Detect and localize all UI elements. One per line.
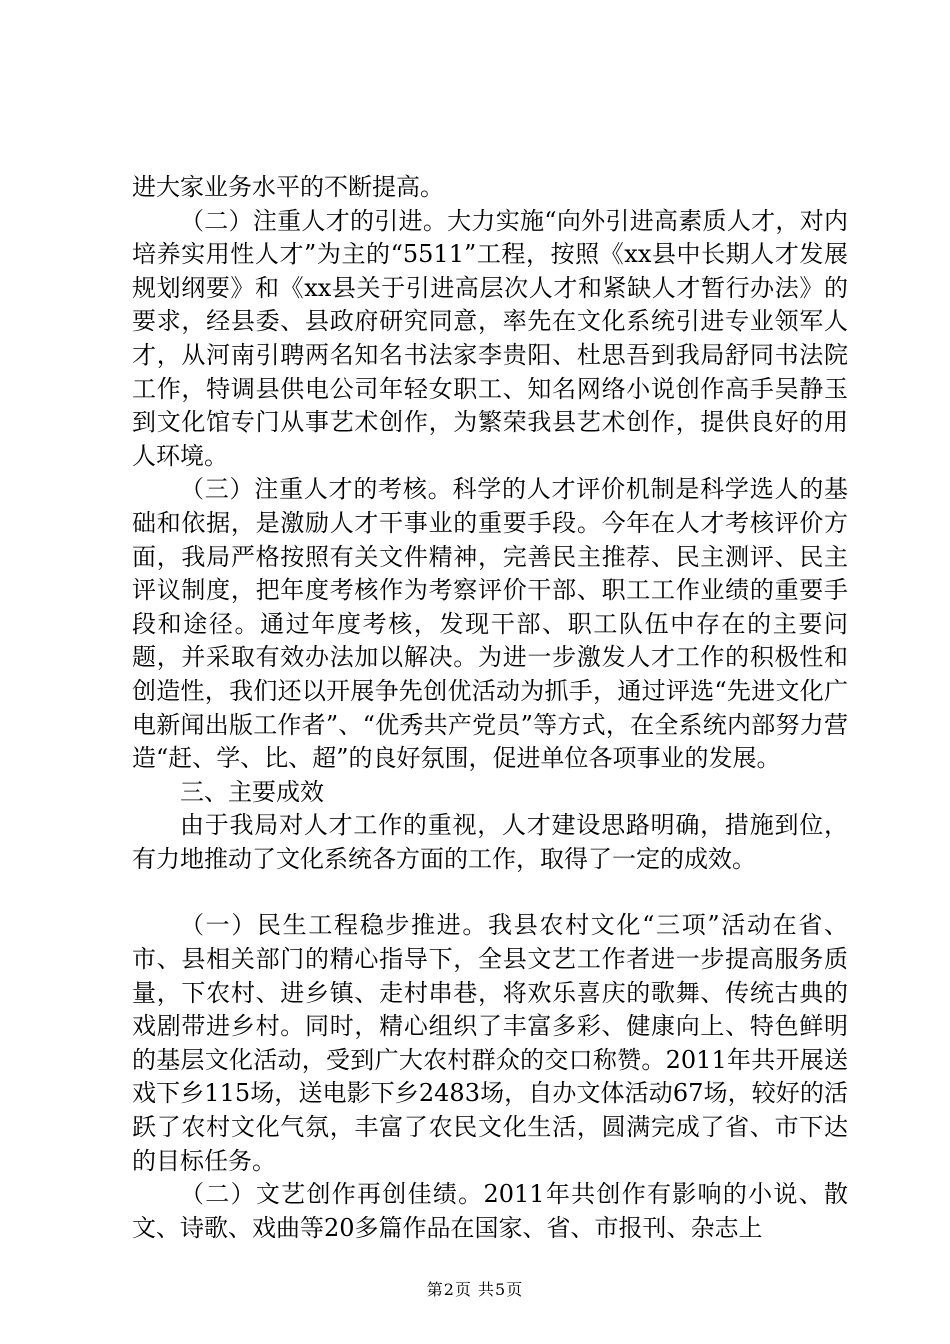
paragraph-talent-assessment: （三）注重人才的考核。科学的人才评价机制是科学选人的基础和依据，是激励人才干事业的重要手段。今年在人才考核评价方面，我局严格按照有关文件精神，完善民主推荐、民主测评、民主评议制度，把年度考核作为考察评价干部、职工工作业绩的重要手段和途径。通过年度考核，发现干部、职工队伍中存在的主要问题，并采取有效办法加以解决。为进一步激发人才工作的积极性和创造性，我们还以开展争先创优活动为抓手，通过评选“先进文化广电新闻出版工作者”、“优秀共产党员”等方式，在全系统内部努力营造“赶、学、比、超”的良好氛围，促进单位各项事业的发展。 bbox=[132, 475, 848, 773]
document-body bbox=[132, 171, 848, 1245]
section-heading-main-results: 三、主要成效 bbox=[180, 777, 324, 806]
paragraph-livelihood-projects: （一）民生工程稳步推进。我县农村文化“三项”活动在省、市、县相关部门的精心指导下，全县文艺工作者进一步提高服务质量，下农村、进乡镇、走村串巷，将欢乐喜庆的歌舞、传统古典的戏剧带进乡村。同时，精心组织了丰富多彩、健康向上、特色鲜明的基层文化活动，受到广大农村群众的交口称赞。2011年共开展送戏下乡115场，送电影下乡2483场，自办文体活动67场，较好的活跃了农村文化气氛，丰富了农民文化生活，圆满完成了省、市下达的目标任务。 bbox=[132, 911, 848, 1175]
paragraph-results-summary: 由于我局对人才工作的重视，人才建设思路明确，措施到位，有力地推动了文化系统各方面的工作，取得了一定的成效。 bbox=[132, 811, 848, 873]
page-number-footer: 第2页 共5页 bbox=[426, 1280, 524, 1299]
paragraph-art-creation: （二）文艺创作再创佳绩。2011年共创作有影响的小说、散文、诗歌、戏曲等20多篇作品在国家、省、市报刊、杂志上 bbox=[132, 1180, 848, 1242]
paragraph-talent-introduction: （二）注重人才的引进。大力实施“向外引进高素质人才，对内培养实用性人才”为主的“5511”工程，按照《xx县中长期人才发展规划纲要》和《xx县关于引进高层次人才和紧缺人才暂行办法》的要求，经县委、县政府研究同意，率先在文化系统引进专业领军人才，从河南引聘两名知名书法家李贵阳、杜思吾到我局舒同书法院工作，特调县供电公司年轻女职工、知名网络小说创作高手吴静玉到文化馆专门从事艺术创作，为繁荣我县艺术创作，提供良好的用人环境。 bbox=[132, 206, 848, 470]
paragraph-continuation: 进大家业务水平的不断提高。 bbox=[132, 173, 444, 201]
